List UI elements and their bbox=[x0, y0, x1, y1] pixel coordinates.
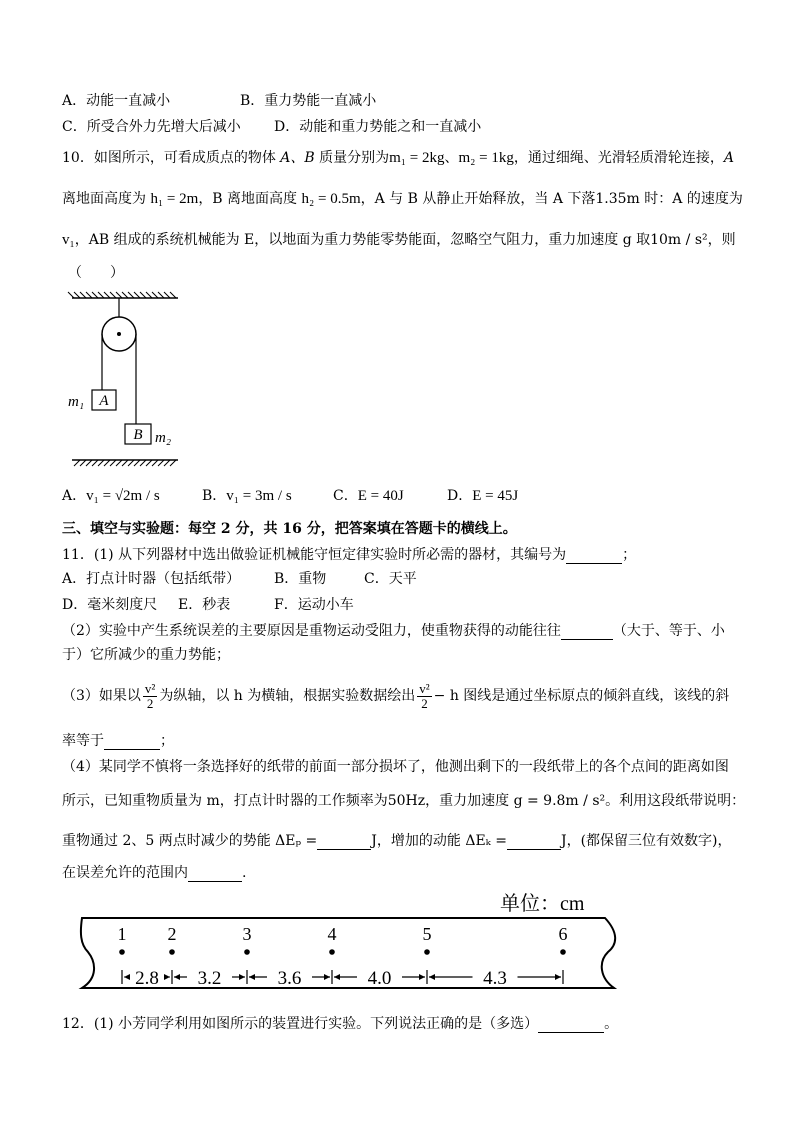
q10-text: ，通过细绳、光滑轻质滑轮连接， bbox=[513, 150, 724, 166]
q10-line-1 bbox=[62, 149, 734, 167]
q10-answer-parens: （ ） bbox=[68, 265, 124, 281]
q11-text: J，(都保留三位有效数字)， bbox=[560, 833, 732, 849]
q12-part-1 bbox=[62, 1015, 618, 1033]
block-b-label: B bbox=[133, 427, 143, 443]
tape-point-label: 5 bbox=[422, 924, 432, 944]
q10-option-b-value: v₁ = 3m / s bbox=[226, 488, 292, 504]
q11-option-b: B．重物 bbox=[274, 571, 327, 587]
q12-text: 12．(1) 小芳同学利用如图所示的装置进行实验。下列说法正确的是（多选） bbox=[62, 1016, 539, 1032]
ceiling bbox=[68, 292, 178, 298]
q10-option-b-label: B． bbox=[202, 488, 227, 504]
q11-part-1 bbox=[62, 546, 636, 564]
tape-distance-label: 2.8 bbox=[135, 968, 159, 989]
q11-text: （2）实验中产生系统误差的主要原因是重物运动受阻力，使重物获得的动能往往 bbox=[62, 623, 561, 639]
q10-m1: m₁ = 2kg bbox=[389, 150, 445, 166]
q9-option-c: C．所受合外力先增大后减小 bbox=[62, 119, 241, 135]
q10-line-2 bbox=[62, 190, 743, 208]
paper-tape-figure bbox=[70, 888, 630, 1000]
q11-text: − h 图线是通过坐标原点的倾斜直线，该线的斜 bbox=[433, 688, 730, 704]
fraction bbox=[143, 682, 157, 711]
q10-text: 10．如图所示，可看成质点的物体 bbox=[62, 150, 281, 166]
tape-distance-label: 3.6 bbox=[277, 968, 302, 989]
tape-distance-label: 3.2 bbox=[197, 968, 222, 989]
q11-text: 率等于 bbox=[62, 733, 104, 749]
answer-blank[interactable] bbox=[188, 867, 242, 882]
q10-h2: h₂ = 0.5m bbox=[301, 191, 361, 207]
q10-text: ，B 离地面高度 bbox=[198, 191, 302, 207]
q11-text: （大于、等于、小 bbox=[612, 623, 725, 639]
tape-unit-label: 单位：cm bbox=[500, 893, 585, 915]
q11-option-c: C．天平 bbox=[364, 571, 417, 587]
q10-text: ，AB 组成的系统机械能为 E，以地面为重力势能零势能面，忽略空气阻力，重力加速度 g 取10m / s²，则 bbox=[74, 232, 736, 248]
q11-text: （3）如果以 bbox=[62, 688, 141, 704]
q10-text: 质量分别为 bbox=[314, 150, 390, 166]
fraction-denominator: 2 bbox=[146, 695, 154, 711]
q11-text: J，增加的动能 ΔEₖ = bbox=[371, 833, 507, 849]
tape-distance-label: 4.0 bbox=[367, 968, 392, 989]
q11-option-a: A．打点计时器（包括纸带） bbox=[62, 571, 241, 587]
tape-point-dot bbox=[560, 949, 566, 955]
fraction-numerator: v² bbox=[419, 680, 430, 696]
q11-part-4-line-2: 所示，已知重物质量为 m，打点计时器的工作频率为50Hz，重力加速度 g = 9.8m / s²。利用这段纸带说明： bbox=[62, 793, 746, 809]
q10-option-c bbox=[333, 487, 404, 505]
q10-option-c-value: E = 40J bbox=[357, 488, 404, 504]
tape-point-dot bbox=[169, 949, 175, 955]
q10-text: 、 bbox=[444, 150, 459, 166]
tape-point-label: 3 bbox=[242, 924, 252, 944]
q11-text: 重物通过 2、5 两点时减少的势能 ΔEₚ = bbox=[62, 833, 318, 849]
q11-text: 为纵轴，以 h 为横轴，根据实验数据绘出 bbox=[159, 688, 416, 704]
q11-option-f: F．运动小车 bbox=[274, 597, 354, 613]
q11-part-2-cont: 于）它所减少的重力势能； bbox=[62, 647, 230, 663]
tape-point-label: 1 bbox=[117, 924, 127, 944]
q9-option-a: A．动能一直减小 bbox=[62, 93, 171, 109]
q11-text: 11．(1) 从下列器材中选出做验证机械能守恒定律实验时所必需的器材，其编号为 bbox=[62, 547, 567, 563]
q10-option-a-label: A． bbox=[62, 488, 87, 504]
mass-m2-label: m₂ bbox=[155, 430, 172, 446]
q10-text: 离地面高度为 bbox=[62, 191, 151, 207]
q11-text: ； bbox=[160, 733, 174, 749]
q9-option-d: D．动能和重力势能之和一直减小 bbox=[274, 119, 482, 135]
q10-m2: m₂ = 1kg bbox=[458, 150, 514, 166]
fraction-denominator: 2 bbox=[421, 695, 428, 711]
answer-blank[interactable] bbox=[538, 1018, 604, 1033]
pulley-figure bbox=[64, 290, 188, 470]
q9-option-b: B．重力势能一直减小 bbox=[240, 93, 377, 109]
fraction bbox=[417, 682, 431, 711]
q10-line-3 bbox=[62, 231, 736, 249]
section-heading: 三、填空与实验题：每空 2 分，共 16 分，把答案填在答题卡的横线上。 bbox=[62, 521, 517, 537]
q11-option-e: E．秒表 bbox=[178, 597, 231, 613]
q10-text: A、B bbox=[280, 150, 315, 166]
q11-text: 在误差允许的范围内 bbox=[62, 865, 188, 881]
q10-option-b bbox=[202, 487, 292, 505]
block-a-label: A bbox=[99, 393, 109, 409]
tape-point-dot bbox=[329, 949, 335, 955]
answer-blank[interactable] bbox=[507, 835, 561, 850]
q11-part-4-line-4 bbox=[62, 864, 246, 882]
q10-v1: v₁ bbox=[62, 232, 75, 248]
q12-text: 。 bbox=[604, 1016, 619, 1032]
q11-option-d: D．毫米刻度尺 bbox=[62, 597, 158, 613]
fraction-numerator: v² bbox=[144, 680, 156, 696]
tape-point-dot bbox=[244, 949, 250, 955]
q10-text: ，A 与 B 从静止开始释放，当 A 下落1.35m 时：A 的速度为 bbox=[360, 191, 743, 207]
mass-m1-label: m₁ bbox=[68, 394, 85, 410]
q11-part-2 bbox=[62, 622, 725, 640]
answer-blank[interactable] bbox=[104, 735, 160, 750]
q10-option-d bbox=[447, 487, 518, 505]
answer-blank[interactable] bbox=[566, 549, 622, 564]
tape-point-label: 6 bbox=[558, 924, 568, 944]
q11-part-4: （4）某同学不慎将一条选择好的纸带的前面一部分损坏了，他测出剩下的一段纸带上的各个点间的距离如图 bbox=[62, 759, 729, 775]
tape-point-dot bbox=[424, 949, 430, 955]
q10-option-d-value: E = 45J bbox=[472, 488, 519, 504]
q11-part-3-cont bbox=[62, 732, 174, 750]
q11-part-3 bbox=[62, 680, 729, 712]
tape-distance-label: 4.3 bbox=[483, 968, 507, 989]
q10-option-a bbox=[62, 487, 160, 505]
q10-option-d-label: D． bbox=[447, 488, 473, 504]
q10-h1: h₁ = 2m bbox=[150, 191, 199, 207]
q11-part-4-line-3 bbox=[62, 832, 732, 850]
answer-blank[interactable] bbox=[317, 835, 371, 850]
q11-text: ； bbox=[622, 547, 637, 563]
q10-option-a-value: v₁ = √2m / s bbox=[86, 488, 160, 504]
ground bbox=[72, 460, 178, 466]
q11-text: . bbox=[242, 865, 247, 881]
q10-option-c-label: C． bbox=[333, 488, 358, 504]
answer-blank[interactable] bbox=[561, 625, 613, 640]
tape-point-dot bbox=[119, 949, 125, 955]
tape-point-label: 2 bbox=[167, 924, 177, 944]
tape-point-label: 4 bbox=[327, 924, 337, 944]
q10-text: A bbox=[723, 150, 734, 166]
